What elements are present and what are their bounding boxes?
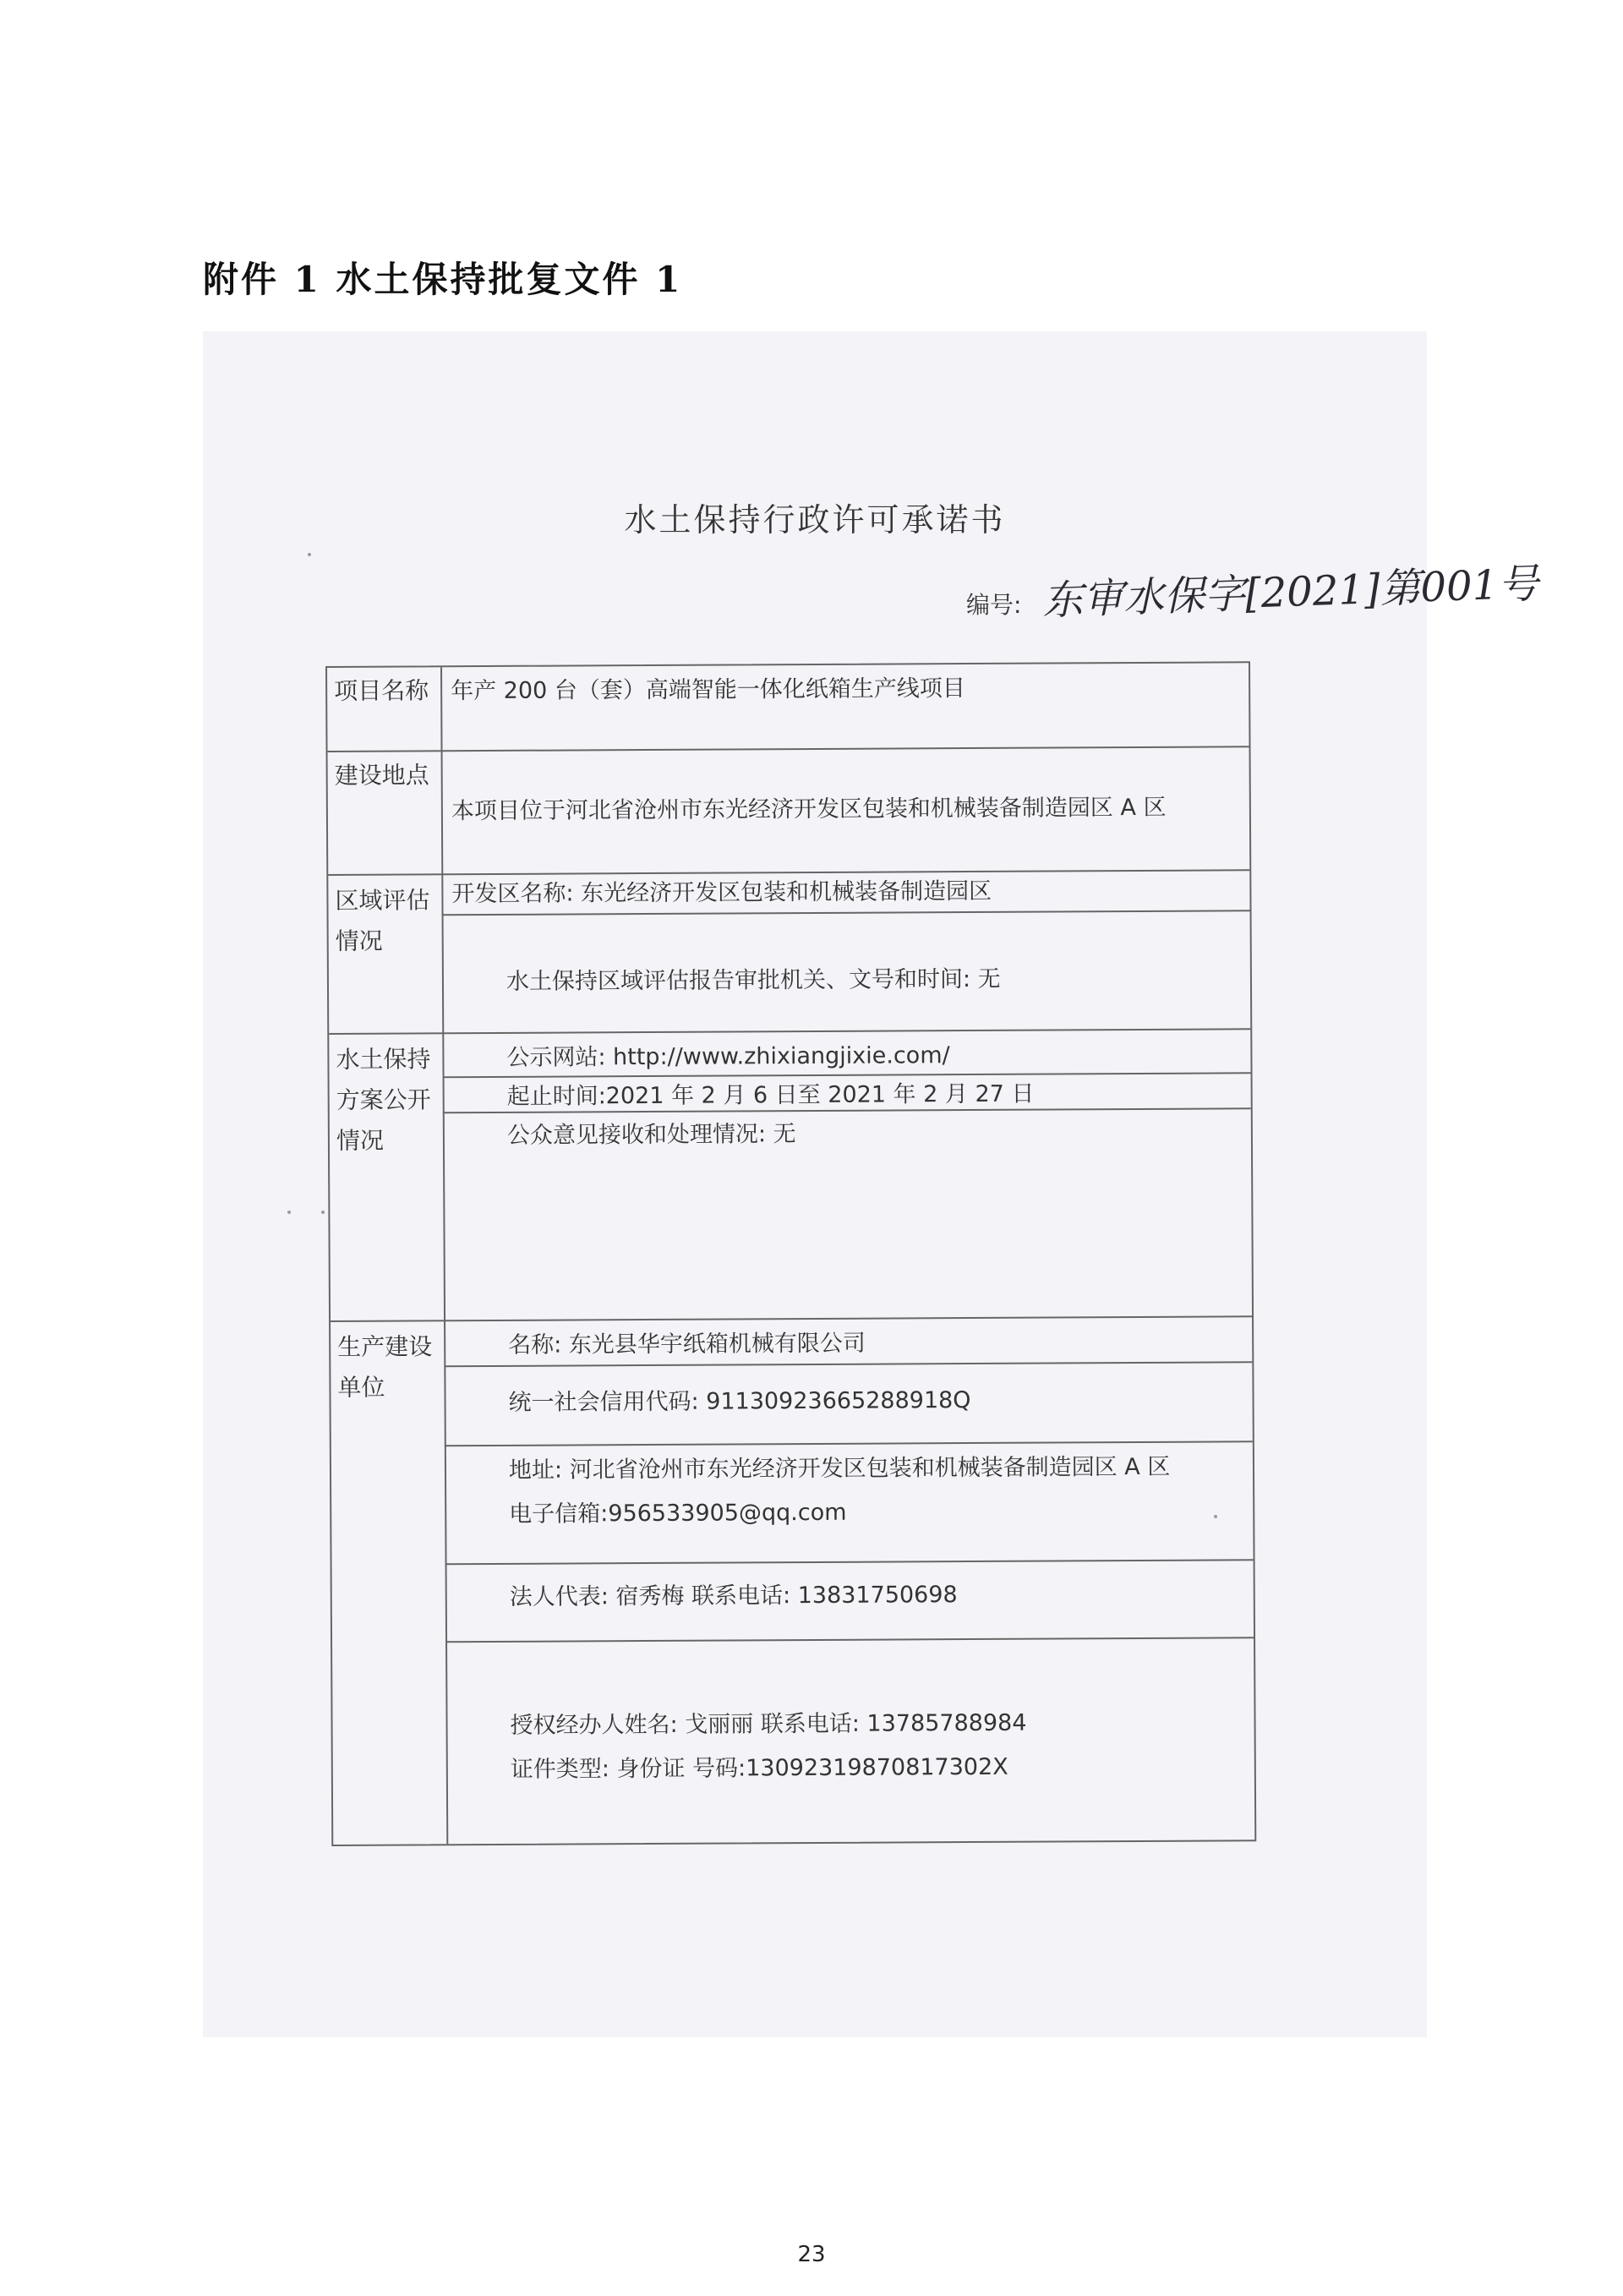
unit-agent: 授权经办人姓名: 戈丽丽 联系电话: 13785788984 (510, 1709, 1027, 1739)
disclosure-website: 公示网站: http://www.zhixiangjixie.com/ (506, 1042, 950, 1071)
label-construction-unit: 生产建设单位 (337, 1332, 433, 1402)
unit-address: 地址: 河北省沧州市东光经济开发区包装和机械装备制造园区 A 区 (508, 1453, 1171, 1484)
label-disclosure: 水土保持方案公开情况 (336, 1045, 431, 1155)
commitment-form-table (325, 661, 1256, 1846)
unit-name: 名称: 东光县华宇纸箱机械有限公司 (508, 1330, 866, 1358)
unit-legal-rep: 法人代表: 宿秀梅 联系电话: 13831750698 (509, 1582, 958, 1610)
row-divider (445, 1559, 1254, 1565)
number-label: 编号: (966, 591, 1022, 619)
row-divider (445, 1637, 1254, 1643)
project-name-value: 年产 200 台（套）高端智能一体化纸箱生产线项目 (451, 675, 965, 705)
unit-credit-code: 统一社会信用代码: 91130923665288918Q (508, 1387, 971, 1416)
row-divider (328, 746, 1249, 752)
unit-email: 电子信箱:956533905@qq.com (509, 1499, 847, 1528)
label-regional-assessment: 区域评估情况 (335, 886, 430, 955)
label-project-name: 项目名称 (334, 676, 429, 705)
scan-speck (308, 553, 311, 556)
row-divider (444, 1361, 1252, 1367)
row-divider (442, 910, 1250, 916)
handwritten-number: 东审水保字[2021]第001号 (1041, 560, 1540, 625)
label-location: 建设地点 (334, 761, 429, 790)
scanned-document (203, 331, 1540, 2037)
attachment-heading: 附件 1 水土保持批复文件 1 (203, 259, 683, 300)
scan-speck (321, 1211, 325, 1214)
row-divider (445, 1440, 1253, 1446)
row-divider (331, 1315, 1252, 1322)
zone-name-value: 开发区名称: 东光经济开发区包装和机械装备制造园区 (451, 877, 992, 908)
scan-speck (287, 1211, 291, 1214)
disclosure-feedback: 公众意见接收和处理情况: 无 (506, 1121, 796, 1149)
page-number: 23 (797, 2242, 826, 2267)
label-column (327, 667, 448, 1845)
form-title: 水土保持行政许可承诺书 (624, 501, 1006, 538)
disclosure-period: 起止时间:2021 年 2 月 6 日至 2021 年 2 月 27 日 (506, 1080, 1035, 1110)
row-divider (329, 1028, 1250, 1035)
assessment-approval-value: 水土保持区域评估报告审批机关、文号和时间: 无 (505, 965, 1001, 995)
location-value: 本项目位于河北省沧州市东光经济开发区包装和机械装备制造园区 A 区 (451, 794, 1167, 825)
row-divider (328, 869, 1249, 876)
row-divider (443, 1072, 1251, 1078)
unit-id-info: 证件类型: 身份证 号码:13092319870817302X (510, 1753, 1008, 1783)
